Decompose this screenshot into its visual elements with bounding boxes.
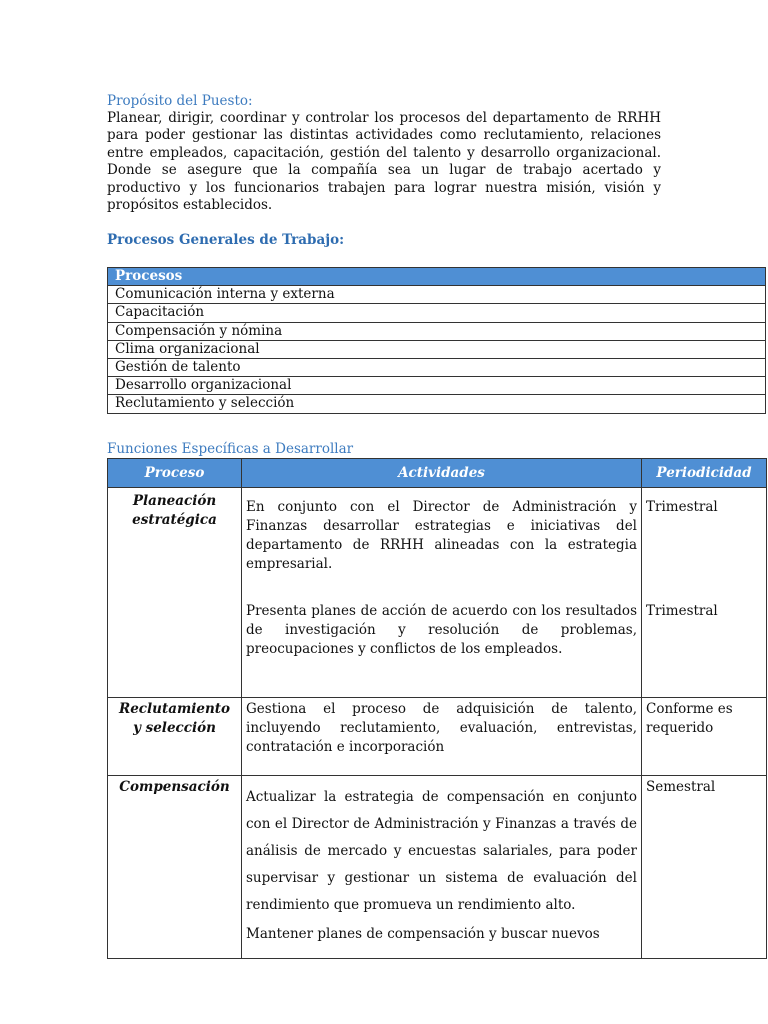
process-item: Comunicación interna y externa xyxy=(108,286,766,304)
table-row xyxy=(108,304,766,322)
functions-header-row xyxy=(108,459,767,488)
activity-text: Gestiona el proceso de adquisición de talento, incluyendo reclutamiento, evaluación, entrevistas, contratación e incorporación xyxy=(246,701,637,755)
activity-text: Presenta planes de acción de acuerdo con los resultados de investigación y resolución de problemas, preocupaciones y conflictos de los empleados. xyxy=(246,602,637,657)
table-row xyxy=(108,286,766,304)
functions-heading: Funciones Específicas a Desarrollar xyxy=(107,441,354,457)
process-item: Capacitación xyxy=(108,304,766,322)
periodicity-text: Trimestral xyxy=(646,602,718,619)
periodicity-text: Semestral xyxy=(646,779,716,795)
table-row xyxy=(108,776,767,959)
activity-text: Mantener planes de compensación y buscar nuevos xyxy=(246,926,600,942)
table-row xyxy=(108,340,766,358)
periodicity-text: Trimestral xyxy=(646,499,718,515)
process-cell xyxy=(108,578,242,698)
activity-cell xyxy=(242,488,642,578)
table-row xyxy=(108,698,767,776)
table-row xyxy=(108,377,766,395)
process-item: Reclutamiento y selección xyxy=(108,395,766,413)
table-row xyxy=(108,322,766,340)
header-activities: Actividades xyxy=(242,459,642,488)
header-process: Proceso xyxy=(108,459,242,488)
process-cell xyxy=(108,776,242,959)
process-item: Compensación y nómina xyxy=(108,322,766,340)
functions-table xyxy=(107,458,767,959)
processes-header-row xyxy=(108,268,766,286)
table-row xyxy=(108,488,767,578)
activity-cell xyxy=(242,698,642,776)
activity-cell xyxy=(242,578,642,698)
process-name: Planeación estratégica xyxy=(132,493,217,528)
purpose-heading: Propósito del Puesto: xyxy=(107,93,253,109)
processes-table xyxy=(107,267,766,414)
processes-column-header: Procesos xyxy=(108,268,766,286)
periodicity-text: Conforme es requerido xyxy=(646,701,733,736)
table-row xyxy=(108,578,767,698)
processes-heading: Procesos Generales de Trabajo: xyxy=(107,232,345,248)
process-item: Gestión de talento xyxy=(108,358,766,376)
purpose-text: Planear, dirigir, coordinar y controlar los procesos del departamento de RRHH para poder gestionar las distintas actividades como reclutamiento, relaciones entre empleados, capacitación, gestión del talento y desarrollo organizacional. Donde se asegure que la compañía sea un lugar de trabajo acertado y productivo y los funcionarios trabajen para lograr nuestra misión, visión y propósitos establecidos. xyxy=(107,110,661,214)
periodicity-cell xyxy=(642,578,767,698)
activity-text: En conjunto con el Director de Administración y Finanzas desarrollar estrategias e iniciativas del departamento de RRHH alineadas con la estrategia empresarial. xyxy=(246,499,637,572)
process-item: Desarrollo organizacional xyxy=(108,377,766,395)
periodicity-cell xyxy=(642,776,767,959)
periodicity-cell xyxy=(642,488,767,578)
activity-cell xyxy=(242,776,642,959)
process-item: Clima organizacional xyxy=(108,340,766,358)
process-name: Reclutamiento y selección xyxy=(118,701,230,736)
table-row xyxy=(108,358,766,376)
process-name: Compensación xyxy=(119,779,230,795)
activity-text: Actualizar la estrategia de compensación en conjunto con el Director de Administración y Finanzas a través de análisis de mercado y encuestas salariales, para poder supervisar y gestionar un sistema de evaluación del rendimiento que promueva un rendimiento alto. xyxy=(246,789,637,913)
table-row xyxy=(108,395,766,413)
process-cell xyxy=(108,698,242,776)
process-cell xyxy=(108,488,242,578)
header-periodicity: Periodicidad xyxy=(642,459,767,488)
periodicity-cell xyxy=(642,698,767,776)
